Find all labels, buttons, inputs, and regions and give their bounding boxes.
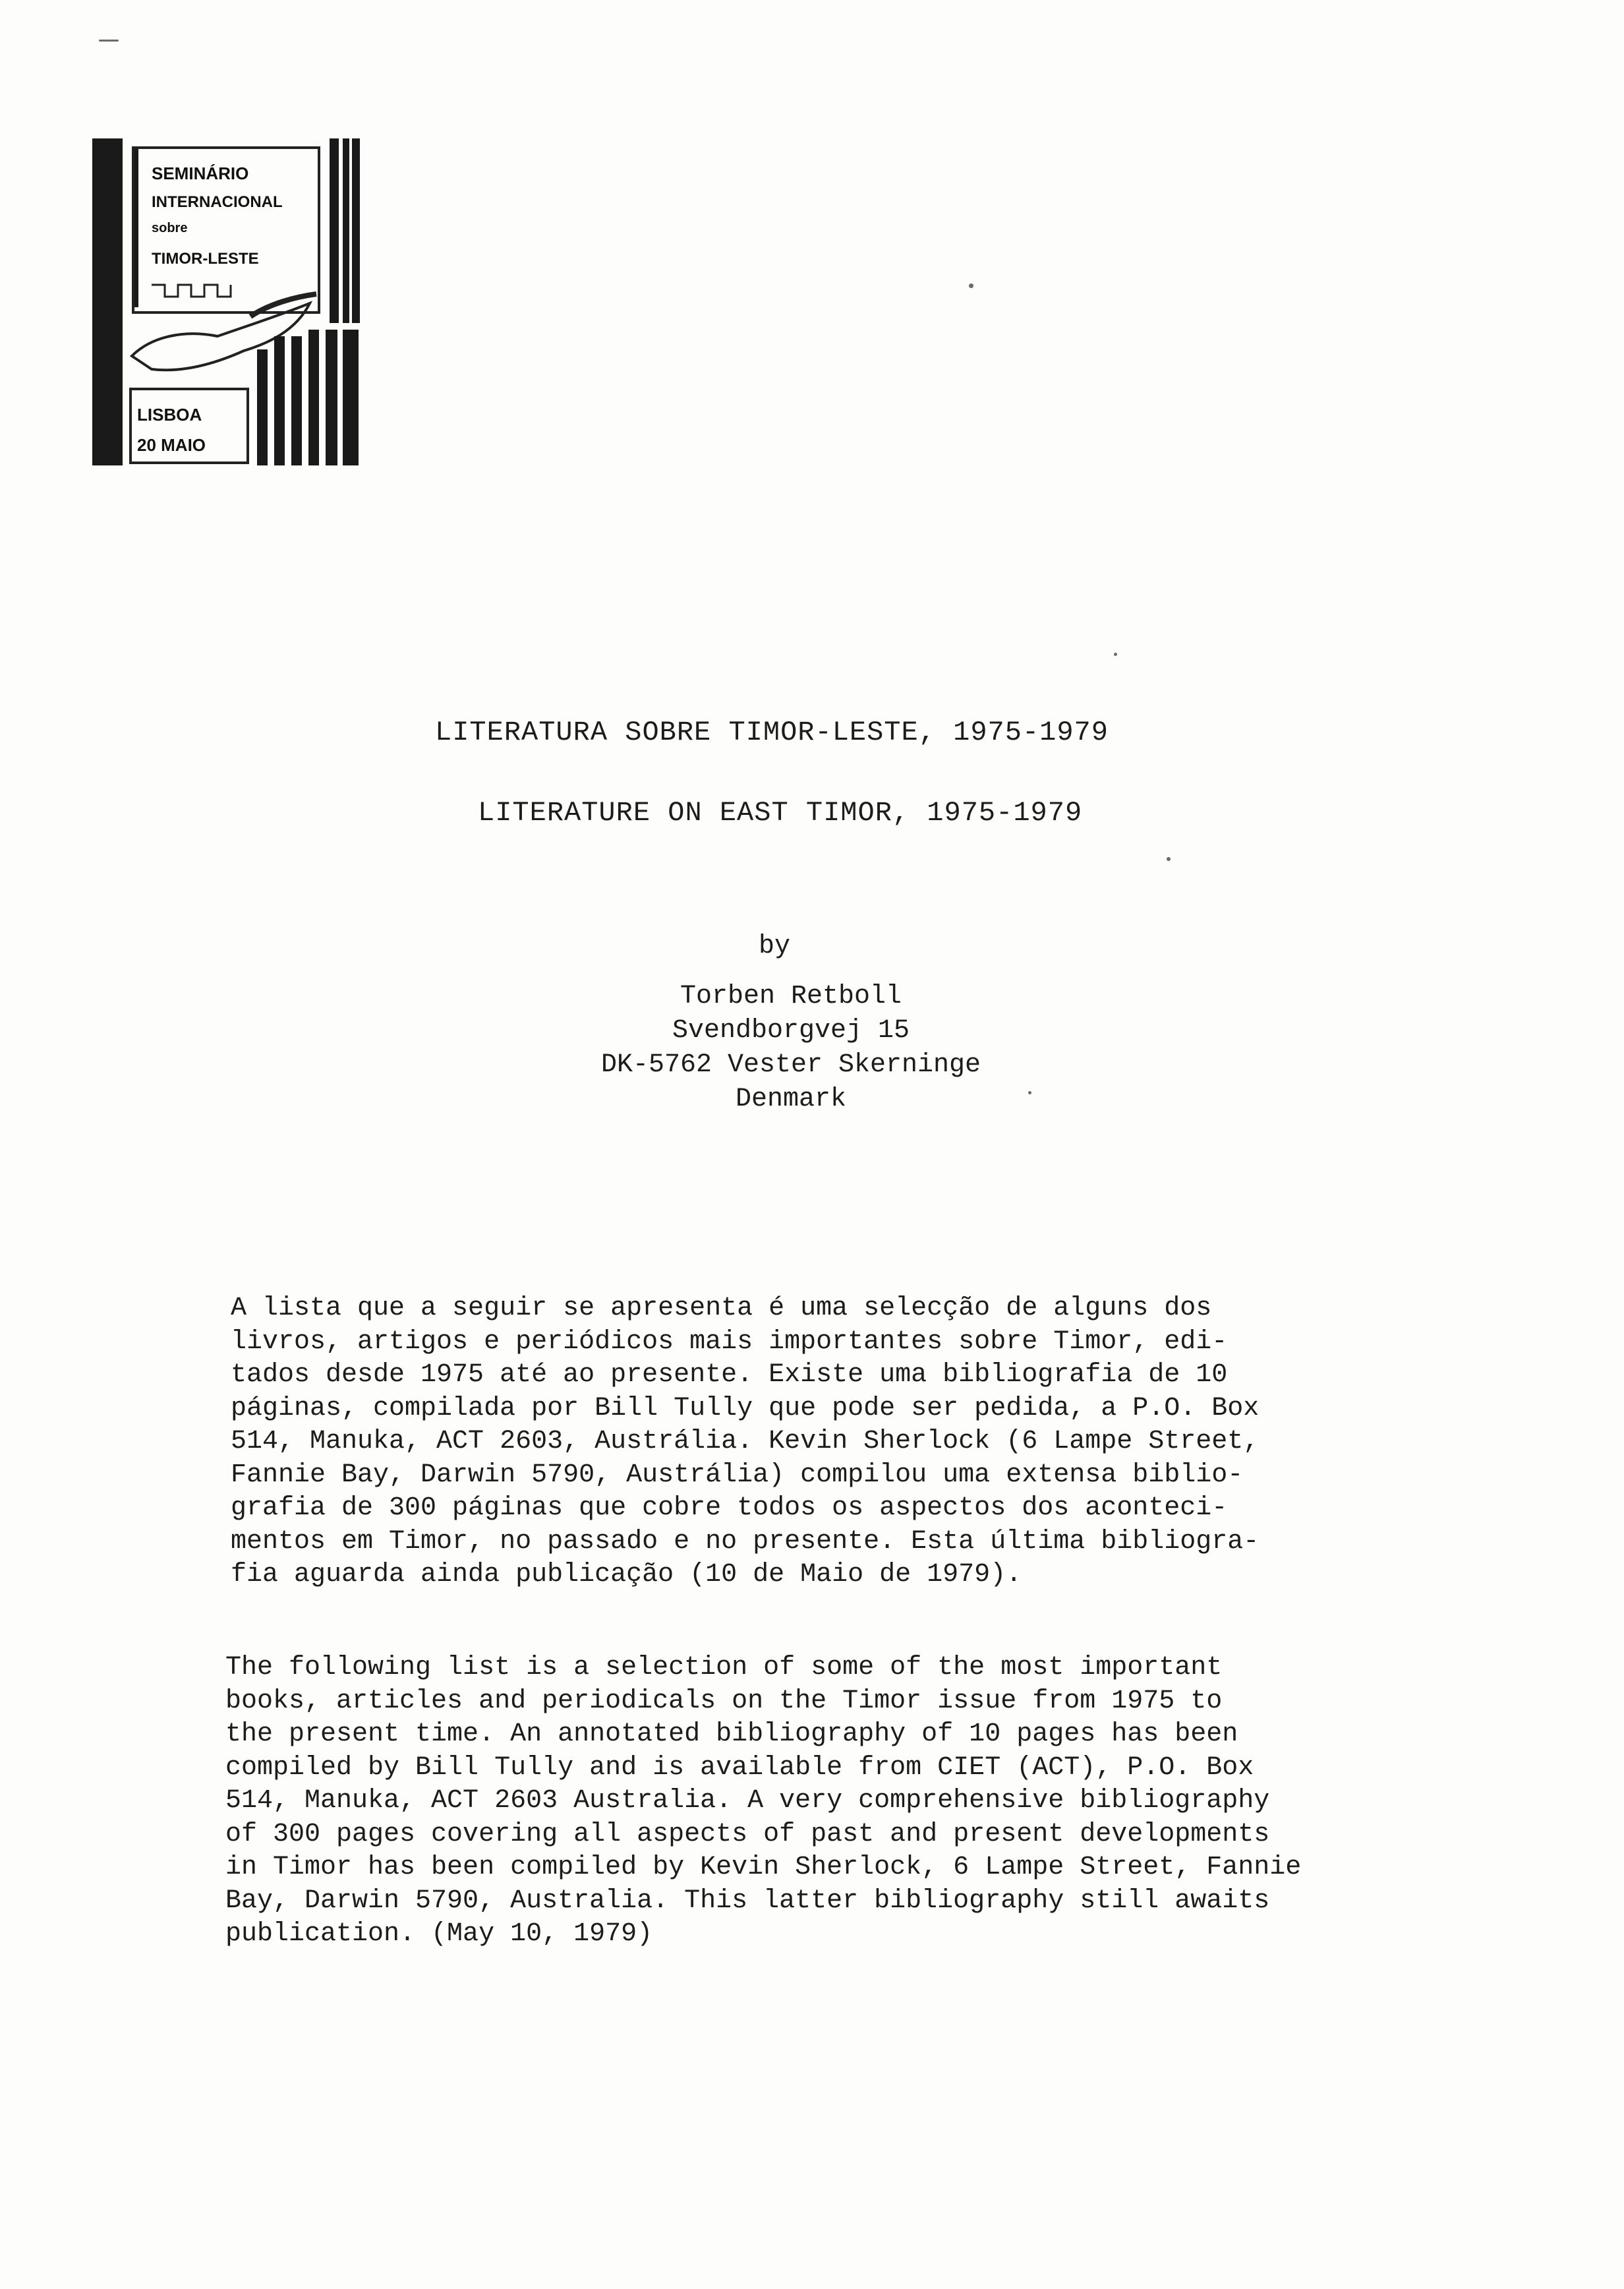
text-line: publication. (May 10, 1979) xyxy=(225,1919,653,1949)
seminar-stamp-logo xyxy=(92,138,361,465)
svg-text:SEMINÁRIO: SEMINÁRIO xyxy=(152,164,249,183)
text-line: of 300 pages covering all aspects of past and present developments xyxy=(225,1819,1270,1849)
by-label: by xyxy=(758,932,790,961)
text-line: páginas, compilada por Bill Tully que pode ser pedida, a P.O. Box xyxy=(231,1393,1260,1423)
text-line: Bay, Darwin 5790, Australia. This latter bibliography still awaits xyxy=(225,1886,1270,1916)
text-line: books, articles and periodicals on the Timor issue from 1975 to xyxy=(225,1686,1223,1716)
text-line: in Timor has been compiled by Kevin Sherlock, 6 Lampe Street, Fannie xyxy=(225,1853,1302,1882)
text-line: livros, artigos e periódicos mais importantes sobre Timor, edi- xyxy=(231,1326,1228,1357)
text-line: 514, Manuka, ACT 2603 Australia. A very comprehensive bibliography xyxy=(225,1786,1270,1816)
svg-text:INTERNACIONAL: INTERNACIONAL xyxy=(152,193,283,211)
scan-speck xyxy=(969,283,973,288)
svg-text:sobre: sobre xyxy=(152,221,188,235)
scan-speck xyxy=(1114,653,1117,656)
paragraph-portuguese xyxy=(231,1292,1259,1592)
text-line: fia aguarda ainda publicação (10 de Maio de 1979). xyxy=(231,1560,1022,1590)
title-english: LITERATURE ON EAST TIMOR, 1975-1979 xyxy=(478,797,1083,829)
text-line: The following list is a selection of some of the most important xyxy=(225,1653,1223,1682)
text-line: tados desde 1975 até ao presente. Existe uma bibliografia de 10 xyxy=(231,1360,1228,1390)
scan-speck xyxy=(1167,857,1171,861)
author-country: Denmark xyxy=(735,1085,847,1114)
text-line: grafia de 300 páginas que cobre todos os aspectos dos aconteci- xyxy=(231,1493,1228,1523)
text-line: A lista que a seguir se apresenta é uma selecção de alguns dos xyxy=(231,1293,1212,1323)
author-street: Svendborgvej 15 xyxy=(672,1016,910,1046)
svg-text:LISBOA: LISBOA xyxy=(137,405,202,425)
text-line: the present time. An annotated bibliography of 10 pages has been xyxy=(225,1719,1238,1749)
svg-text:TIMOR-LESTE: TIMOR-LESTE xyxy=(152,250,259,268)
scan-speck xyxy=(99,40,119,42)
author-block xyxy=(461,930,1120,1117)
text-line: Fannie Bay, Darwin 5790, Austrália) compilou uma extensa biblio- xyxy=(231,1460,1244,1490)
author-city: DK-5762 Vester Skerninge xyxy=(600,1050,981,1080)
title-portuguese: LITERATURA SOBRE TIMOR-LESTE, 1975-1979 xyxy=(435,717,1109,748)
text-line: 514, Manuka, ACT 2603, Austrália. Kevin Sherlock (6 Lampe Street, xyxy=(231,1427,1260,1456)
text-line: mentos em Timor, no passado e no presente. Esta última bibliogra- xyxy=(231,1526,1260,1557)
text-line: compiled by Bill Tully and is available from CIET (ACT), P.O. Box xyxy=(225,1752,1254,1783)
svg-text:20 MAIO: 20 MAIO xyxy=(137,435,206,455)
paragraph-english xyxy=(225,1651,1301,1951)
scan-speck xyxy=(1028,1091,1031,1094)
author-name: Torben Retboll xyxy=(680,982,902,1011)
